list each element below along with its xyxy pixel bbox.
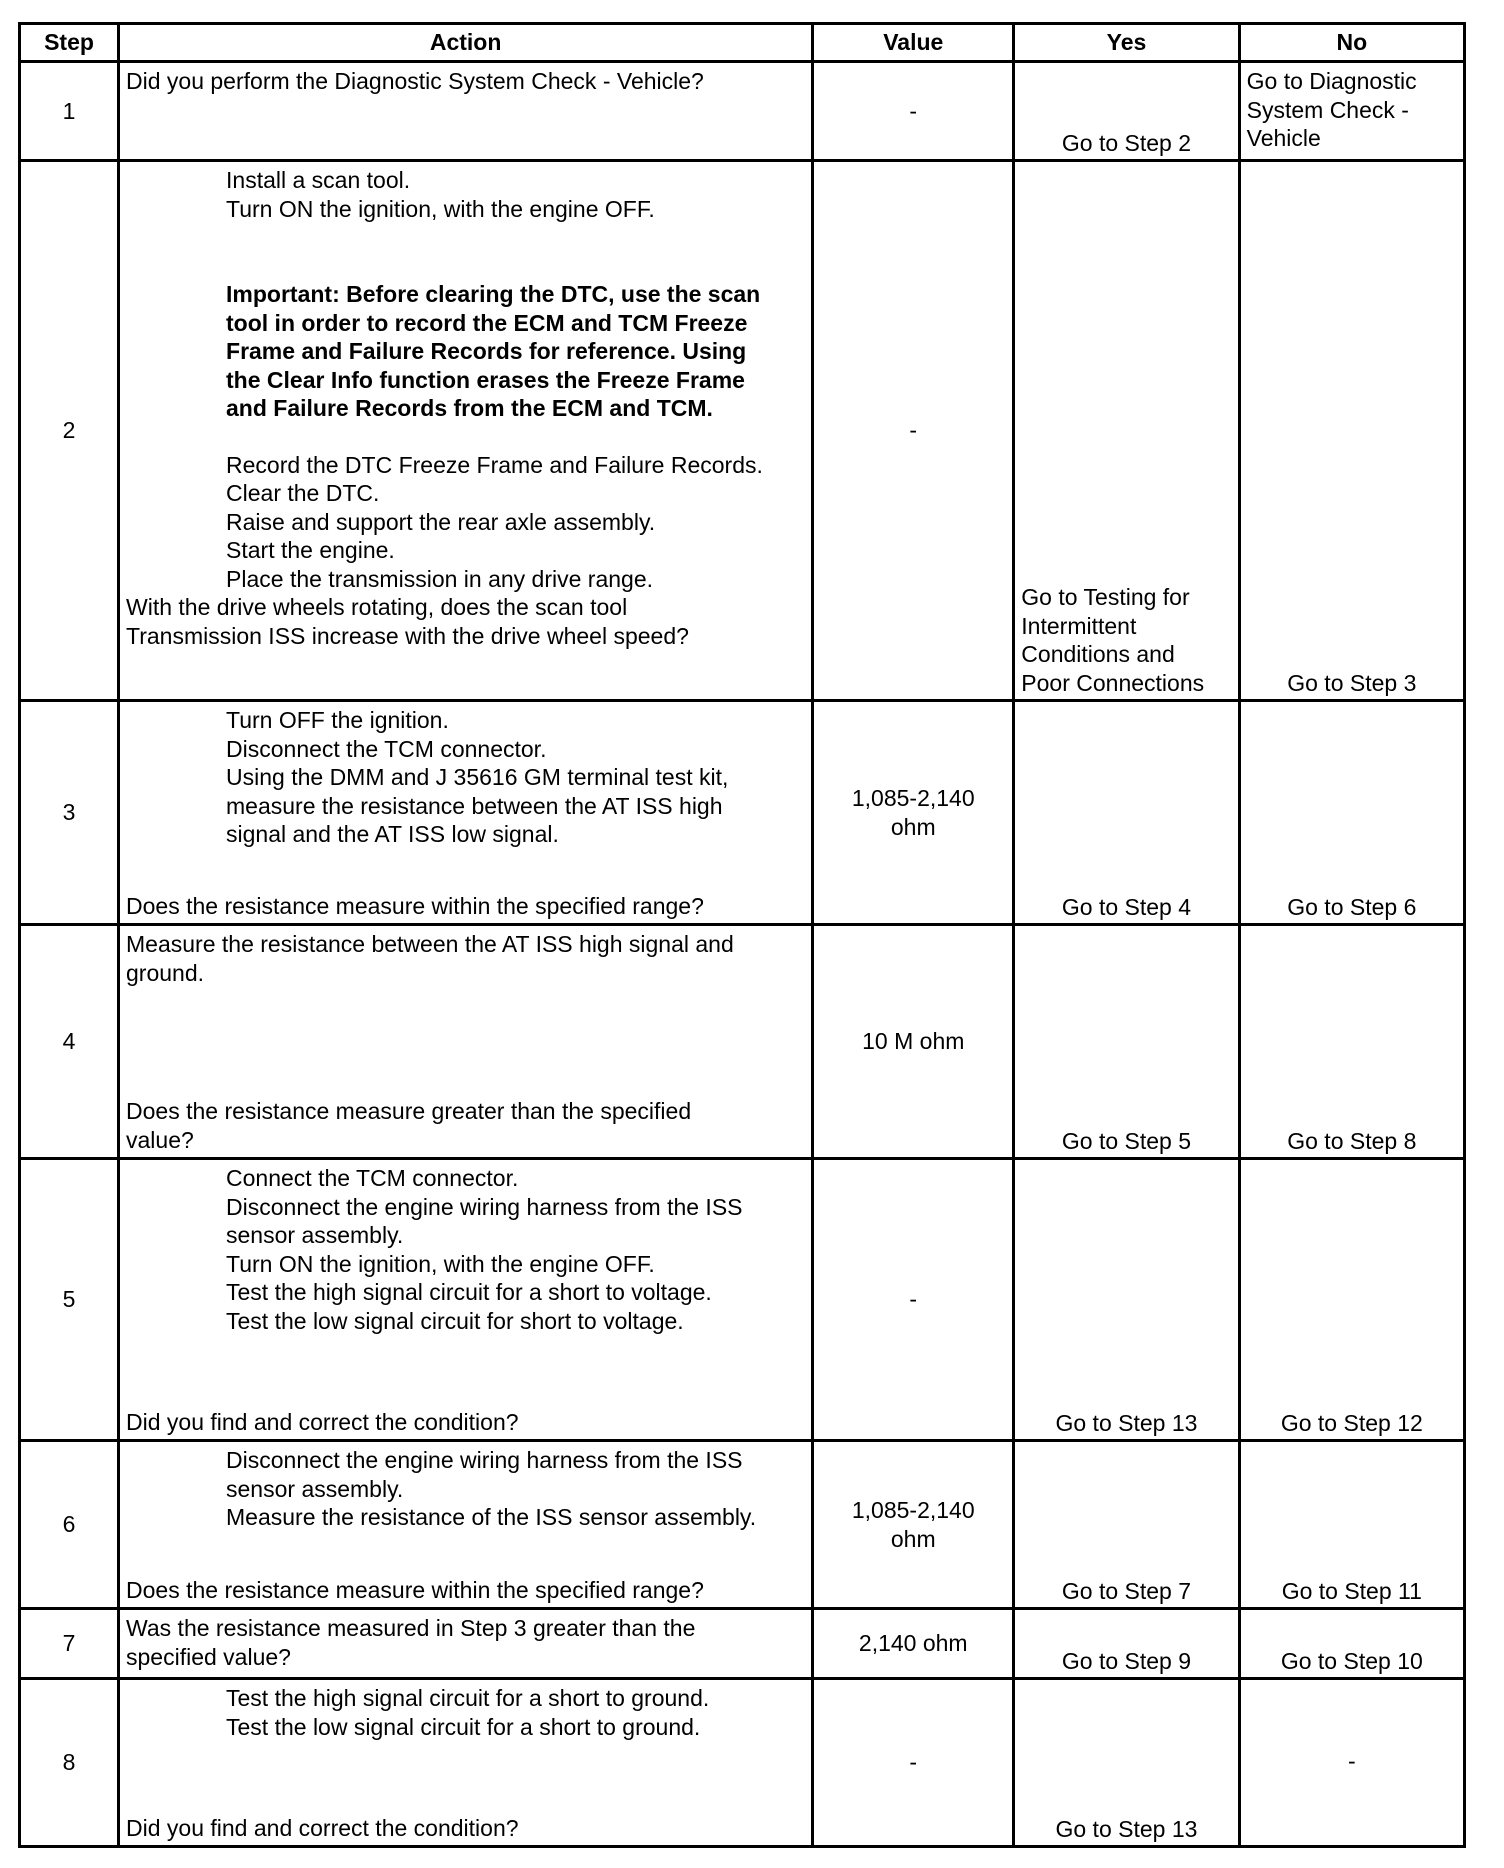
action-step: Test the low signal circuit for a short to ground. bbox=[226, 1713, 701, 1740]
action-step: Disconnect the engine wiring harness from the ISS bbox=[226, 1193, 743, 1220]
action-step: Raise and support the rear axle assembly. bbox=[226, 508, 656, 535]
action-step: signal and the AT ISS low signal. bbox=[226, 821, 559, 847]
step-number: 7 bbox=[20, 1609, 119, 1679]
header-action: Action bbox=[119, 24, 813, 62]
value-cell: 10 M ohm bbox=[813, 925, 1014, 1159]
step-number: 6 bbox=[20, 1441, 119, 1609]
action-step: Disconnect the TCM connector. bbox=[226, 735, 547, 762]
action-step: sensor assembly. bbox=[226, 1475, 404, 1502]
action-cell bbox=[119, 1609, 813, 1679]
step-number: 2 bbox=[20, 161, 119, 701]
no-line: Go to Diagnostic bbox=[1246, 68, 1417, 94]
no-line: Vehicle bbox=[1246, 125, 1321, 151]
action-question: Does the resistance measure greater than the specified value? bbox=[126, 1098, 692, 1153]
action-step: Turn OFF the ignition. bbox=[226, 707, 449, 733]
action-step: Turn ON the ignition, with the engine OFF. bbox=[226, 1250, 655, 1277]
table-row bbox=[20, 1159, 1465, 1441]
table-row bbox=[20, 161, 1465, 701]
action-cell bbox=[119, 701, 813, 925]
action-step: Measure the resistance of the ISS sensor assembly. bbox=[226, 1504, 757, 1530]
step-number: 4 bbox=[20, 925, 119, 1159]
yes-cell: Go to Step 2 bbox=[1014, 62, 1239, 161]
step-number: 5 bbox=[20, 1159, 119, 1441]
no-cell: Go to Step 10 bbox=[1239, 1609, 1464, 1679]
yes-cell: Go to Testing for Intermittent Conditions and Poor Connections bbox=[1014, 161, 1239, 701]
table-row bbox=[20, 1441, 1465, 1609]
header-step: Step bbox=[20, 24, 119, 62]
action-question: Does the resistance measure within the specified range? bbox=[126, 892, 704, 919]
action-step: Connect the TCM connector. bbox=[226, 1165, 519, 1191]
diagnostic-table-page bbox=[18, 22, 1466, 1848]
table-row bbox=[20, 1679, 1465, 1847]
action-question: With the drive wheels rotating, does the scan tool Transmission ISS increase with the drive wheel speed? bbox=[126, 594, 689, 649]
no-cell: - bbox=[1239, 1679, 1464, 1847]
no-line: System Check - bbox=[1246, 96, 1409, 123]
action-question: Did you find and correct the condition? bbox=[126, 1408, 519, 1435]
action-question: Did you perform the Diagnostic System Check - Vehicle? bbox=[126, 68, 704, 94]
no-cell: Go to Step 3 bbox=[1239, 161, 1464, 701]
yes-cell: Go to Step 7 bbox=[1014, 1441, 1239, 1609]
yes-cell: Go to Step 4 bbox=[1014, 701, 1239, 925]
action-question: Was the resistance measured in Step 3 greater than the specified value? bbox=[126, 1615, 696, 1670]
action-cell bbox=[119, 161, 813, 701]
action-cell bbox=[119, 925, 813, 1159]
action-step: Test the high signal circuit for a short to voltage. bbox=[226, 1279, 712, 1305]
action-steps bbox=[126, 1446, 805, 1532]
value-cell: - bbox=[813, 62, 1014, 161]
action-text: Measure the resistance between the AT ISS high signal and ground. bbox=[126, 931, 734, 986]
yes-cell: Go to Step 13 bbox=[1014, 1159, 1239, 1441]
yes-cell: Go to Step 13 bbox=[1014, 1679, 1239, 1847]
value-cell: - bbox=[813, 1159, 1014, 1441]
action-step: Test the high signal circuit for a short to ground. bbox=[226, 1685, 710, 1711]
action-question: Did you find and correct the condition? bbox=[126, 1814, 519, 1841]
action-step: Using the DMM and J 35616 GM terminal test kit, bbox=[226, 764, 729, 790]
step-number: 3 bbox=[20, 701, 119, 925]
action-step: Turn ON the ignition, with the engine OFF. bbox=[226, 195, 655, 222]
table-row bbox=[20, 1609, 1465, 1679]
action-cell bbox=[119, 1441, 813, 1609]
action-cell bbox=[119, 1159, 813, 1441]
action-step: Place the transmission in any drive range. bbox=[226, 565, 654, 592]
action-cell bbox=[119, 1679, 813, 1847]
no-cell: Go to Step 11 bbox=[1239, 1441, 1464, 1609]
important-note: Important: Before clearing the DTC, use the scan tool in order to record the ECM and TCM Freeze Frame and Failure Records for reference. Using the Clear Info function erases the Freeze Frame and Failure Records from the ECM and TCM. bbox=[226, 281, 761, 421]
action-steps bbox=[126, 451, 805, 594]
action-step: measure the resistance between the AT ISS high bbox=[226, 792, 723, 819]
action-steps bbox=[126, 166, 805, 223]
table-row bbox=[20, 701, 1465, 925]
value-cell: 2,140 ohm bbox=[813, 1609, 1014, 1679]
action-step: Record the DTC Freeze Frame and Failure Records. bbox=[226, 451, 763, 478]
yes-cell: Go to Step 9 bbox=[1014, 1609, 1239, 1679]
table-row bbox=[20, 62, 1465, 161]
action-step: Install a scan tool. bbox=[226, 167, 411, 193]
header-no: No bbox=[1239, 24, 1464, 62]
action-steps bbox=[126, 1164, 805, 1335]
header-value: Value bbox=[813, 24, 1014, 62]
action-cell bbox=[119, 62, 813, 161]
step-number: 1 bbox=[20, 62, 119, 161]
action-steps bbox=[126, 1684, 805, 1741]
no-cell: Go to Step 6 bbox=[1239, 701, 1464, 925]
no-cell: Go to Step 12 bbox=[1239, 1159, 1464, 1441]
yes-cell: Go to Step 5 bbox=[1014, 925, 1239, 1159]
action-step: Test the low signal circuit for short to voltage. bbox=[226, 1307, 684, 1334]
no-cell bbox=[1239, 62, 1464, 161]
action-steps bbox=[126, 706, 805, 849]
table-row bbox=[20, 925, 1465, 1159]
value-cell: - bbox=[813, 1679, 1014, 1847]
no-cell: Go to Step 8 bbox=[1239, 925, 1464, 1159]
action-step: Disconnect the engine wiring harness from the ISS bbox=[226, 1447, 743, 1473]
diagnostic-table bbox=[18, 22, 1466, 1848]
action-step: sensor assembly. bbox=[226, 1222, 404, 1248]
step-number: 8 bbox=[20, 1679, 119, 1847]
header-row bbox=[20, 24, 1465, 62]
value-cell: 1,085-2,140 ohm bbox=[813, 1441, 1014, 1609]
action-question: Does the resistance measure within the specified range? bbox=[126, 1576, 704, 1603]
header-yes: Yes bbox=[1014, 24, 1239, 62]
action-step: Start the engine. bbox=[226, 537, 395, 563]
action-step: Clear the DTC. bbox=[226, 480, 380, 506]
value-cell: - bbox=[813, 161, 1014, 701]
value-cell: 1,085-2,140 ohm bbox=[813, 701, 1014, 925]
